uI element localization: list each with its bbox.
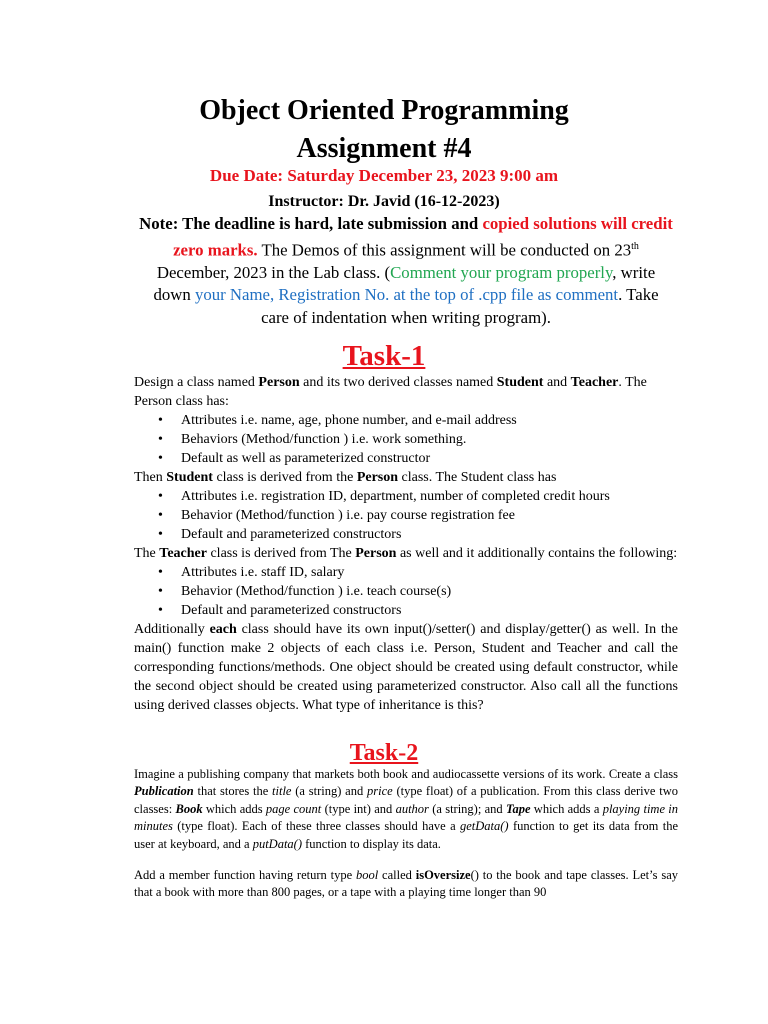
task1-closing: Additionally each class should have its own input()/setter() and display/getter() as well. In the main() function make 2 objects of each class i.e. Person, Student and Teacher and call the corresponding functions/methods. One object should be created using default constructor, while the second object should be created using parameterized constructor. Also call all the functions using derived classes objects. What type of inheritance is this? (134, 622, 678, 713)
demo-text: The Demos of this assignment will be conducted on 23 (257, 240, 632, 260)
document-title: Object Oriented Programming (199, 95, 569, 126)
name-registration-instruction: your Name, Registration No. at the top of .cpp file as comment (194, 285, 619, 305)
instructor-line: Instructor: Dr. Javid (16-12-2023) (268, 193, 500, 210)
student-attributes-list (134, 487, 678, 544)
list-item: • Default and parameterized constructors (134, 525, 678, 544)
comment-program-instruction: Comment your program properly (390, 262, 613, 282)
assignment-number: Assignment #4 (296, 133, 472, 164)
copied-warning: copied solutions will credit zero marks. (173, 214, 673, 260)
person-attributes-list (134, 411, 678, 468)
list-item: • Default and parameterized constructors (134, 601, 678, 620)
list-item: • Attributes i.e. registration ID, department, number of completed credit hours (134, 487, 678, 506)
indentation-text: . Take care of indentation when writing program). (261, 285, 659, 327)
ordinal-suffix: th (631, 240, 639, 252)
task1-heading: Task-1 (342, 340, 426, 372)
task2-body (134, 766, 678, 902)
list-item: • Attributes i.e. name, age, phone number, and e-mail address (134, 411, 678, 430)
task2-paragraph-1: Imagine a publishing company that markets both book and audiocassette versions of its work. Create a class Publication that stores the title (a string) and price (type float) of a publication. From this class derive two classes: Book which adds page count (type int) and author (a string); and Tape which adds a playing time in minutes (type float). Each of these three classes should have a getData() function to get its data from the user at keyboard, and a putData() function to display its data. (134, 767, 679, 851)
student-intro: Then Student class is derived from the Person class. The Student class has (134, 470, 557, 485)
due-date: Due Date: Saturday December 23, 2023 9:00 am (209, 166, 559, 185)
task1-body (134, 373, 678, 715)
write-down-text: , write down (153, 262, 656, 305)
teacher-intro: The Teacher class is derived from The Person as well and it additionally contains the following: (134, 546, 678, 561)
list-item: • Behavior (Method/function ) i.e. pay course registration fee (134, 506, 678, 525)
list-item: • Default as well as parameterized constructor (134, 449, 678, 468)
task2-paragraph-2: Add a member function having return type bool called isOversize() to the book and tape classes. Let’s say that a book with more than 800 pages, or a tape with a playing time longer than 90 (134, 868, 678, 900)
list-item: • Attributes i.e. staff ID, salary (134, 563, 678, 582)
note-paragraph (138, 213, 674, 329)
demo-date-text: December, 2023 in the Lab class. ( (156, 262, 391, 282)
task1-intro: Design a class named Person and its two derived classes named Student and Teacher. The Person class has: (134, 375, 647, 409)
task2-heading: Task-2 (349, 740, 419, 766)
note-label: Note: The deadline is hard, late submission and (139, 214, 483, 233)
list-item: • Behaviors (Method/function ) i.e. work something. (134, 430, 678, 449)
teacher-attributes-list (134, 563, 678, 620)
list-item: • Behavior (Method/function ) i.e. teach course(s) (134, 582, 678, 601)
